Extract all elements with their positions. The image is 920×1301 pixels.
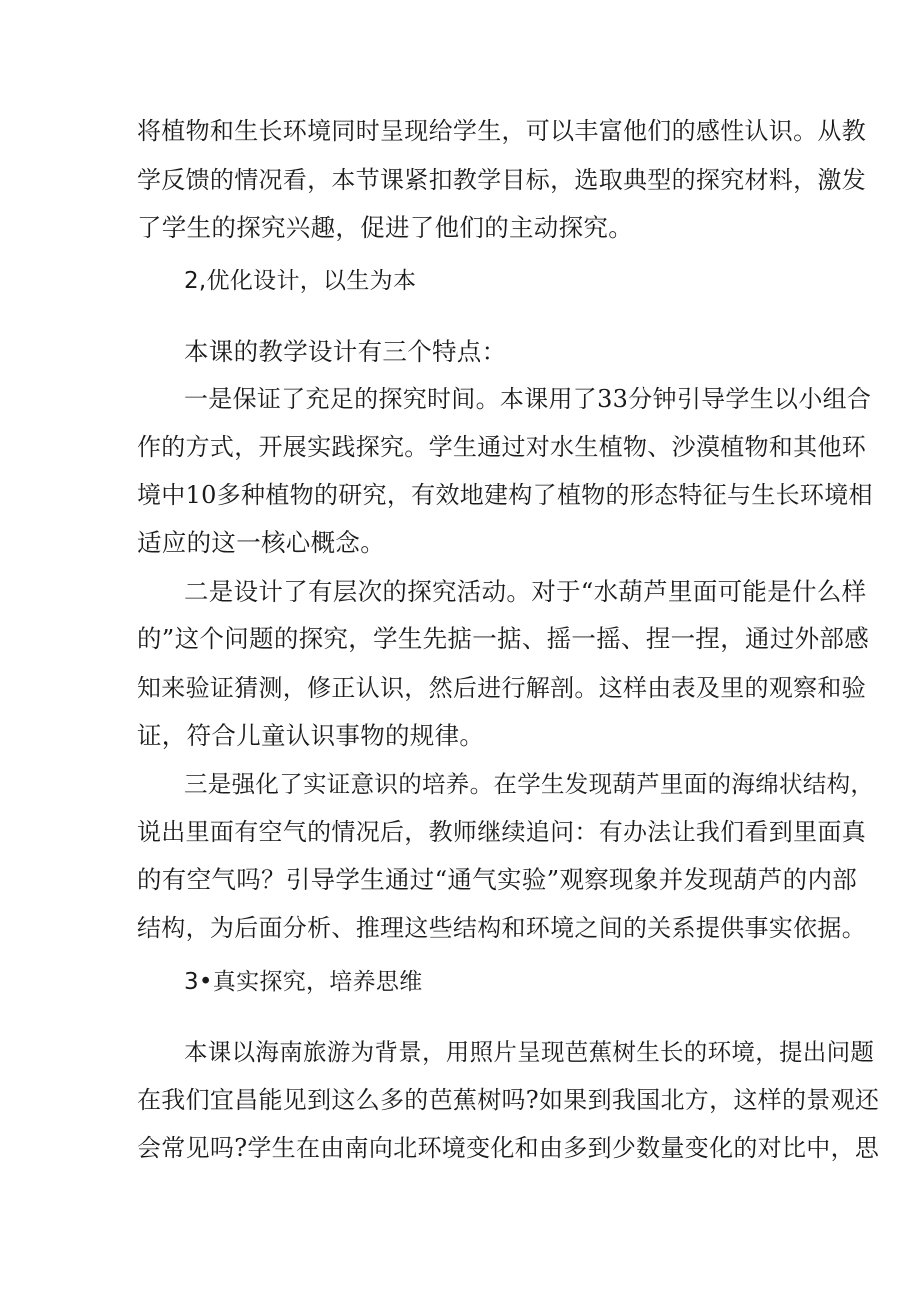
text-line: 的有空气吗？引导学生通过“通气实验”观察现象并发现葫芦的内部	[137, 865, 858, 894]
text-line: 二是设计了有层次的探究活动。对于“水葫芦里面可能是什么样	[184, 577, 867, 606]
text-line: 一是保证了充足的探究时间。本课用了33分钟引导学生以小组合	[184, 385, 872, 413]
text-line: 证，符合儿童认识事物的规律。	[137, 721, 485, 750]
text-line: 结构，为后面分析、推理这些结构和环境之间的关系提供事实依据。	[137, 914, 866, 942]
text-line: 本课的教学设计有三个特点：	[184, 337, 507, 366]
text-line: 作的方式，开展实践探究。学生通过对水生植物、沙漠植物和其他环	[137, 433, 866, 461]
section-heading: 3•真实探究，培养思维	[184, 969, 423, 995]
section-heading: 2,优化设计，以生为本	[184, 268, 417, 294]
text-line: 的”这个问题的探究，学生先掂一掂、摇一摇、捏一捏，通过外部感	[137, 624, 870, 653]
text-line: 学反馈的情况看，本节课紧扣教学目标，选取典型的探究材料，激发	[137, 166, 866, 194]
text-line: 将植物和生长环境同时呈现给学生，可以丰富他们的感性认识。从教	[137, 117, 866, 145]
text-line: 三是强化了实证意识的培养。在学生发现葫芦里面的海绵状结构，	[184, 770, 875, 798]
text-line: 本课以海南旅游为背景，用照片呈现芭蕉树生长的环境，提出问题	[184, 1038, 875, 1066]
text-line: 适应的这一核心概念。	[137, 528, 385, 557]
text-line: 了学生的探究兴趣，促进了他们的主动探究。	[137, 213, 633, 242]
text-line: 知来验证猜测，修正认识，然后进行解剖。这样由表及里的观察和验	[137, 674, 866, 702]
text-line: 会常见吗?学生在由南向北环境变化和由多到少数量变化的对比中，思	[137, 1134, 880, 1162]
text-line: 在我们宜昌能见到这么多的芭蕉树吗?如果到我国北方，这样的景观还	[137, 1086, 880, 1114]
text-line: 境中10多种植物的研究，有效地建构了植物的形态特征与生长环境相	[137, 481, 873, 509]
text-line: 说出里面有空气的情况后，教师继续追问：有办法让我们看到里面真	[137, 818, 866, 846]
